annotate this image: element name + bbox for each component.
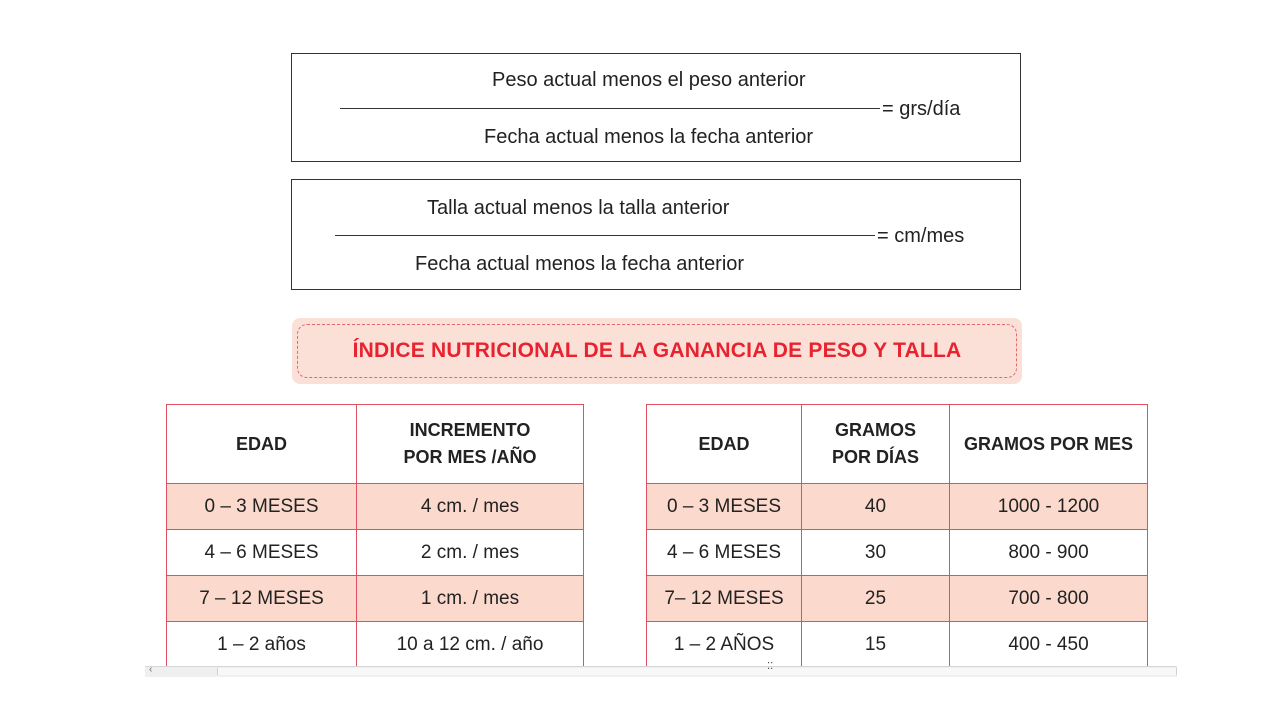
column-header-incremento [357,405,584,484]
column-header-incremento-line: INCREMENTO POR MES /AÑO [403,420,537,467]
table-row [647,576,1148,622]
height-formula-denominator: Fecha actual menos la fecha anterior [415,253,745,275]
table-cell: 4 – 6 MESES [647,530,802,576]
height-formula-result: = cm/mes [877,225,965,247]
table-row [647,484,1148,530]
table-cell: 7 – 12 MESES [167,576,357,622]
table-cell: 1000 - 1200 [950,484,1148,530]
table-row [647,622,1148,668]
weight-formula-fraction-bar [340,108,880,109]
table-cell: 25 [802,576,950,622]
table-cell: 1 – 2 AÑOS [647,622,802,668]
column-header-edad: EDAD [647,405,802,484]
height-formula-numerator: Talla actual menos la talla anterior [427,197,730,219]
weight-formula-result: = grs/día [882,98,961,120]
weight-gain-table [646,404,1148,668]
table-cell: 2 cm. / mes [357,530,584,576]
table-row [167,576,584,622]
table-cell: 10 a 12 cm. / año [357,622,584,668]
table-header-row [647,405,1148,484]
table-cell: 1 – 2 años [167,622,357,668]
nutrition-index-banner [292,318,1022,384]
table-cell: 400 - 450 [950,622,1148,668]
table-row [167,530,584,576]
weight-formula-denominator: Fecha actual menos la fecha anterior [484,126,814,148]
scroll-grip-icon[interactable]: ⁚⁚ [767,661,774,672]
column-header-gramos-por-dias-label: GRAMOS POR DÍAS [831,420,919,467]
column-header-gramos-por-dias [802,405,950,484]
table-row [167,484,584,530]
horizontal-scrollbar[interactable] [145,661,1177,677]
weight-gain-formula [291,53,1021,162]
banner-dashed-frame [297,324,1017,378]
table-cell: 7– 12 MESES [647,576,802,622]
column-header-edad: EDAD [167,405,357,484]
table-cell: 800 - 900 [950,530,1148,576]
height-increment-table [166,404,584,668]
table-row [647,530,1148,576]
table-cell: 4 – 6 MESES [167,530,357,576]
table-cell: 15 [802,622,950,668]
banner-title: ÍNDICE NUTRICIONAL DE LA GANANCIA DE PESO Y TALLA [352,339,962,362]
table-cell: 30 [802,530,950,576]
height-formula-fraction-bar [335,235,875,236]
table-cell: 0 – 3 MESES [647,484,802,530]
table-cell: 40 [802,484,950,530]
scroll-left-arrow-icon[interactable]: ‹ [149,664,153,675]
column-header-gramos-por-mes: GRAMOS POR MES [950,405,1148,484]
table-cell: 4 cm. / mes [357,484,584,530]
scrollbar-thumb[interactable] [217,668,1177,675]
table-cell: 1 cm. / mes [357,576,584,622]
height-gain-formula [291,179,1021,290]
table-header-row [167,405,584,484]
table-row [167,622,584,668]
weight-formula-numerator: Peso actual menos el peso anterior [492,69,806,91]
table-cell: 0 – 3 MESES [167,484,357,530]
table-cell: 700 - 800 [950,576,1148,622]
